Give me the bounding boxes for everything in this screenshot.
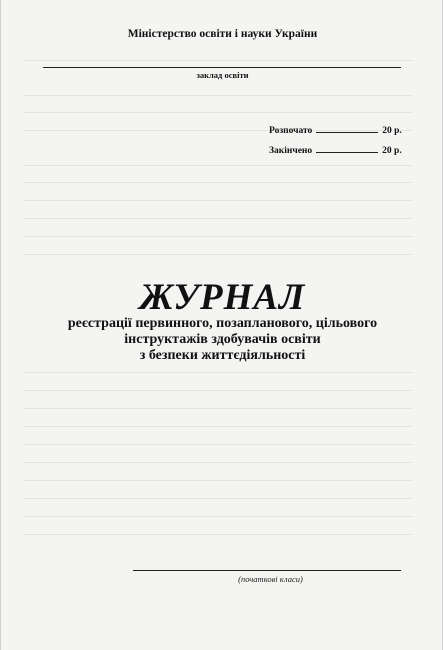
started-date-blank [316,123,378,133]
journal-title: ЖУРНАЛ [139,277,306,318]
classes-line [133,570,401,571]
started-label: Розпочато [269,126,313,136]
subtitle-line-1: реєстрації первинного, позапланового, цільового [67,316,378,331]
institution-line [43,67,401,68]
subtitle-line-3: з безпеки життєдіяльності [139,348,306,363]
started-date-row [269,123,402,136]
finished-date-blank [316,143,378,153]
ministry-name: Міністерство освіти і науки України [127,28,318,40]
finished-year: 20 р. [382,146,402,156]
started-year: 20 р. [382,126,402,136]
journal-subtitle [1,316,443,364]
finished-date-row [269,143,402,156]
institution-label: заклад освіти [196,70,249,80]
finished-label: Закінчено [269,146,313,156]
classes-label: (початкові класи) [238,574,303,584]
subtitle-line-2: інструктажів здобувачів освіти [124,332,321,347]
